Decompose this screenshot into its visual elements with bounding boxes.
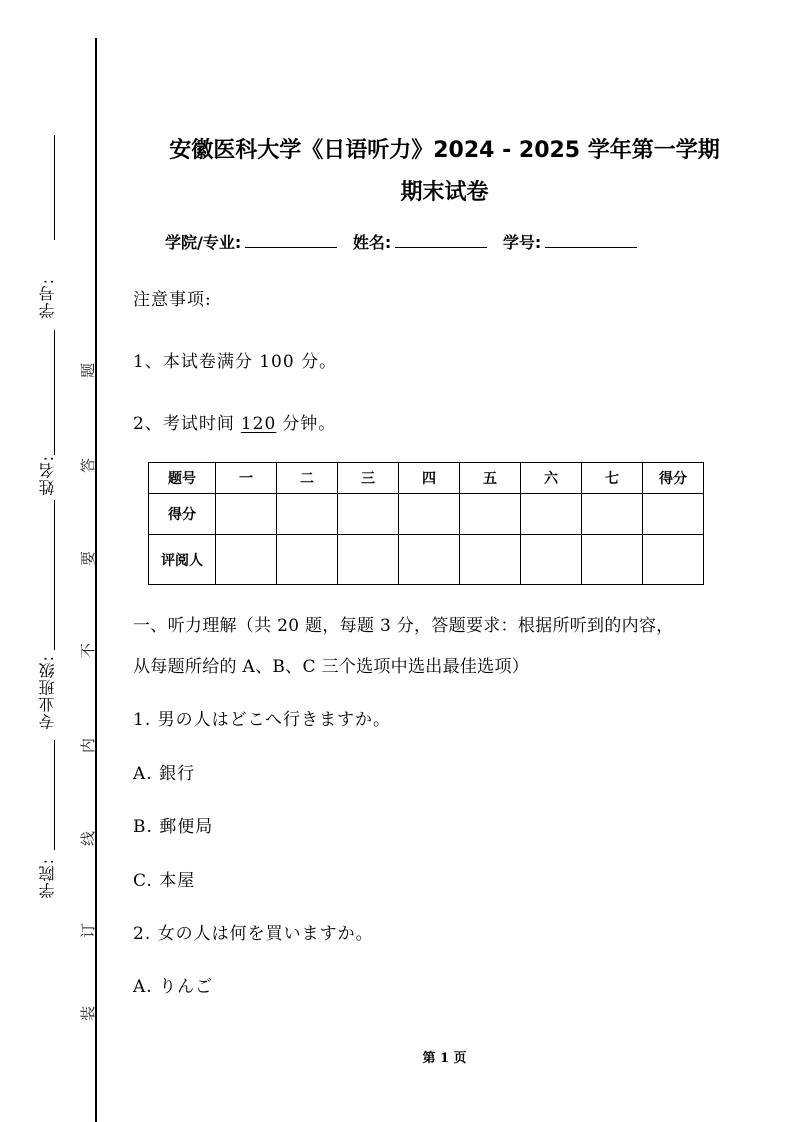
grader-cell[interactable] [338,535,399,585]
college-label: 学院: [38,858,57,899]
table-row [149,535,704,585]
score-cell[interactable] [582,494,643,535]
table-header-row [149,463,704,494]
name-line [54,330,55,455]
question-2: 2. 女の人は何を買いますか。 [133,924,374,944]
note-item-2-suffix: 分钟。 [282,414,337,434]
student-id-field[interactable] [545,233,637,248]
note-item-2-prefix: 2、考试时间 [133,414,235,434]
question-1-option-c: C. 本屋 [133,871,196,891]
margin-char: 装 [79,1005,98,1022]
margin-char: 题 [79,362,98,379]
student-info [165,230,647,253]
grader-cell[interactable] [521,535,582,585]
score-cell[interactable] [216,494,277,535]
grader-cell[interactable] [277,535,338,585]
student-id-label: 学号: [38,278,57,319]
table-row [149,494,704,535]
header-cell: 四 [399,463,460,494]
name-label: 姓名: [38,455,57,496]
margin-char: 不 [79,642,98,659]
margin-char: 要 [79,550,98,567]
grader-cell[interactable] [216,535,277,585]
header-cell: 七 [582,463,643,494]
score-table [148,462,704,585]
exam-subtitle: 期末试卷 [400,180,489,205]
student-id-label: 学号: [502,233,542,252]
question-2-option-a: A. りんご [133,977,214,997]
note-item-2 [133,409,336,434]
section-instructions-line1: 一、听力理解（共 20 题，每题 3 分，答题要求：根据所听到的内容， [133,616,674,636]
grader-cell[interactable] [399,535,460,585]
question-1-option-b: B. 郵便局 [133,817,214,837]
question-1: 1. 男の人はどこへ行きますか。 [133,710,391,730]
score-cell[interactable] [399,494,460,535]
score-cell[interactable] [643,494,704,535]
header-cell: 得分 [643,463,704,494]
student-id-line [54,135,55,240]
score-cell[interactable] [521,494,582,535]
margin-char: 订 [79,922,98,939]
score-cell[interactable] [460,494,521,535]
row-label: 得分 [149,494,216,535]
header-cell: 一 [216,463,277,494]
section-instructions-line2: 从每题所给的 A、B、C 三个选项中选出最佳选项） [133,657,530,677]
college-major-label: 学院/专业: [165,233,242,252]
header-cell: 三 [338,463,399,494]
score-cell[interactable] [277,494,338,535]
question-1-option-a: A. 銀行 [133,764,196,784]
header-cell: 二 [277,463,338,494]
grader-cell[interactable] [582,535,643,585]
exam-duration: 120 [240,414,277,434]
notes-heading: 注意事项: [133,290,212,310]
grader-cell[interactable] [643,535,704,585]
margin-char: 线 [79,830,98,847]
exam-title: 安徽医科大学《日语听力》2024 - 2025 学年第一学期 [169,138,720,163]
college-line [54,740,55,850]
name-label: 姓名: [352,233,392,252]
note-item-1: 1、本试卷满分 100 分。 [133,352,338,372]
name-field[interactable] [395,233,487,248]
class-line [54,500,55,650]
college-major-field[interactable] [245,233,337,248]
margin-char: 内 [79,737,98,754]
margin-char: 答 [79,457,98,474]
score-cell[interactable] [338,494,399,535]
row-label: 评阅人 [149,535,216,585]
header-cell: 五 [460,463,521,494]
header-cell: 题号 [149,463,216,494]
class-label: 专业班级: [38,655,57,730]
page-number: 第 1 页 [422,1051,467,1066]
grader-cell[interactable] [460,535,521,585]
header-cell: 六 [521,463,582,494]
